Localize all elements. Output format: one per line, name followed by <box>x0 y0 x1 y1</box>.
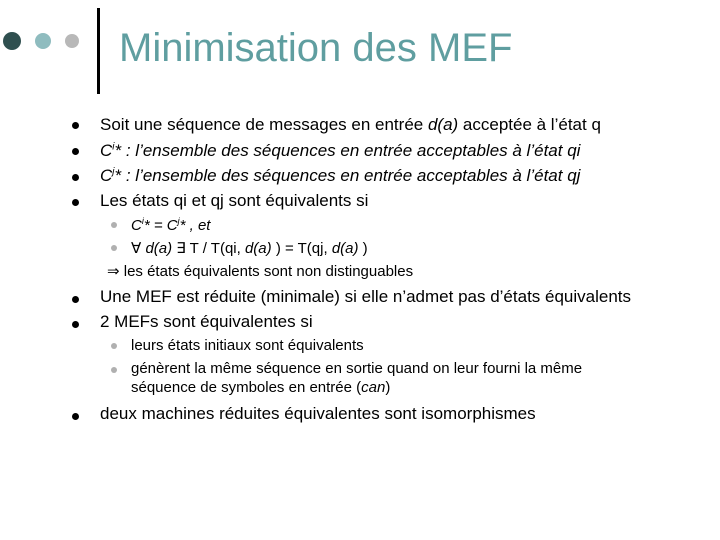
item-2-sup: i <box>112 141 115 153</box>
forall-symbol: ∀ <box>131 240 146 257</box>
bullet <box>72 174 79 181</box>
item-2-text: * : l’ensemble des séquences en entrée acceptables à l’état qi <box>114 141 581 160</box>
decor-dot-3 <box>65 34 79 48</box>
sub-2-var1: d(a) <box>145 240 173 257</box>
sub-bullet <box>111 222 117 228</box>
sub-2-tail: ) <box>358 240 368 257</box>
sub-bullet <box>111 245 117 251</box>
item-1-var: d(a) <box>427 115 459 134</box>
item-6: 2 MEFs sont équivalentes si <box>100 312 313 331</box>
sub-2-var2: d(a) <box>244 240 272 257</box>
sub-1-tail: * , et <box>179 217 211 234</box>
sub-1-supb: j <box>177 216 180 226</box>
implies-line <box>107 262 413 280</box>
exists-text: ∃ T / T(qi, <box>172 240 245 257</box>
item-3-c: C <box>100 166 113 185</box>
item-1-tail: acceptée à l’état q <box>458 115 601 134</box>
bullet <box>72 122 79 129</box>
bullet <box>72 199 79 206</box>
sub-4-can: can <box>361 379 386 396</box>
item-4: Les états qi et qj sont équivalents si <box>100 191 369 210</box>
item-7: deux machines réduites équivalentes sont isomorphismes <box>100 404 536 423</box>
sub-1-mid: * = C <box>143 217 178 234</box>
sub-4-close: ) <box>385 379 391 396</box>
sub-bullet <box>111 343 117 349</box>
sub-2-mid: ) = T(qj, <box>271 240 332 257</box>
bullet <box>72 148 79 155</box>
page-title: Minimisation des MEF <box>119 26 513 70</box>
sub-item-4: génèrent la même séquence en sortie quand on leur fourni la même <box>131 360 583 377</box>
item-3 <box>100 166 580 186</box>
item-1 <box>100 115 601 135</box>
sub-item-2 <box>131 239 368 257</box>
sub-item-3: leurs états initiaux sont équivalents <box>131 337 364 354</box>
bullet <box>72 321 79 328</box>
implies-icon: ⇒ <box>107 263 120 280</box>
item-5: Une MEF est réduite (minimale) si elle n’admet pas d’états équivalents <box>100 287 632 306</box>
title-divider <box>97 8 100 94</box>
bullet <box>72 296 79 303</box>
decor-dot-1 <box>3 32 21 50</box>
item-3-sup: j <box>112 166 115 178</box>
decor-dot-2 <box>35 33 51 49</box>
item-2-c: C <box>100 141 113 160</box>
sub-item-1 <box>131 216 210 234</box>
sub-1-supa: i <box>141 216 144 226</box>
item-3-text: * : l’ensemble des séquences en entrée acceptables à l’état qj <box>114 166 581 185</box>
sub-1-c: C <box>131 217 142 234</box>
sub-2-var3: d(a) <box>331 240 359 257</box>
item-1-text: Soit une séquence de messages en entrée <box>100 115 428 134</box>
sub-item-4-cont <box>131 379 390 396</box>
item-2 <box>100 141 580 161</box>
implies-text: les états équivalents sont non distinguables <box>119 263 414 280</box>
sub-4-text: séquence de symboles en entrée ( <box>131 379 362 396</box>
sub-bullet <box>111 367 117 373</box>
bullet <box>72 413 79 420</box>
